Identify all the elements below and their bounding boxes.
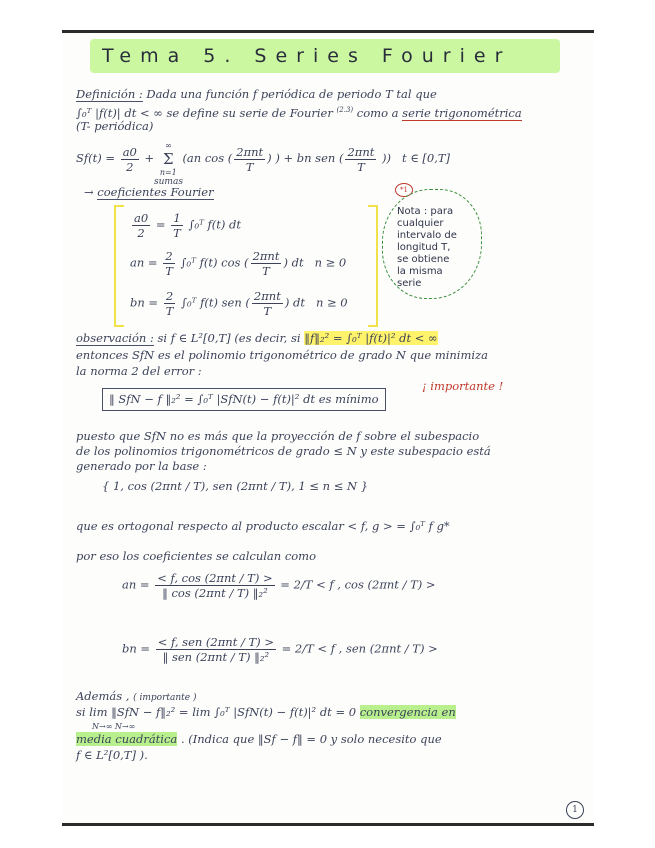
ademas-text-2: . (Indica que ‖Sf − f‖ = 0 y solo necesito que — [180, 732, 442, 746]
series-cos-argument: $\frac{\text{2πnt}}{T}$ — [236, 144, 264, 174]
coefficients-left-bracket — [114, 205, 124, 327]
ademas-limit-subscripts: N→∞ N→∞ — [92, 722, 136, 731]
projection-line-1: puesto que SfN no es más que la proyección de f sobre el subespacio — [76, 429, 480, 443]
ademas-line-2 — [76, 732, 591, 747]
important-note: ¡ importante ! — [422, 379, 504, 393]
definition-sup: (2.3) — [336, 106, 354, 114]
series-body-c: )) — [382, 151, 392, 165]
ademas-line-1 — [76, 705, 591, 720]
definition-text-2: ∫₀ᵀ |f(t)| dt < ∞ se define su serie de Fourier — [76, 105, 333, 120]
coefficients-heading-text: coeficientes Fourier — [97, 185, 214, 199]
series-domain: t ∈ [0,T] — [401, 151, 451, 165]
definition-highlight: serie trigonométrica — [402, 105, 522, 120]
page-title: Tema 5. Series Fourier — [90, 39, 560, 73]
coef-calc-bn: bn = $\frac{\text{< f, sen (2πnt / T) >}}{\text{‖ sen (2πnt / T) ‖₂²}}$ = 2/T < f , sen (2πnt / T) > — [122, 635, 438, 664]
definition-text-2b: como a — [356, 105, 399, 120]
series-sum-symbol: ∞ Σ n=1 — [159, 141, 177, 177]
note-line: serie — [397, 278, 422, 289]
note-line: longitud T, — [397, 242, 451, 253]
coef-a0-formula: $\frac{a0}{2}$ = $\frac{1}{T}$ ∫₀ᵀ f(t) dt — [134, 211, 242, 240]
note-cloud — [382, 189, 482, 299]
note-line: Nota : para — [397, 206, 454, 217]
series-sum-note: sumas — [154, 177, 183, 187]
observation-line-1 — [76, 331, 591, 346]
definition-line-3: (T- periódica) — [76, 119, 154, 133]
note-line: la misma — [397, 266, 443, 277]
projection-basis: { 1, cos (2πnt / T), sen (2πnt / T), 1 ≤ n ≤ N } — [102, 479, 369, 493]
orthogonal-line: que es ortogonal respecto al producto escalar < f, g > = ∫₀ᵀ f g* — [76, 519, 450, 533]
coef-an-formula: an = $\frac{2}{T}$ ∫₀ᵀ f(t) cos ( $\frac{\text{2πnt}}{T}$ ) dt n ≥ 0 — [130, 249, 347, 278]
convergence-highlight-1: convergencia en — [359, 705, 456, 719]
observation-text-1: si f ∈ L²[0,T] (es decir, si — [157, 331, 301, 345]
coefficients-right-bracket — [368, 205, 378, 327]
observation-label: observación : — [76, 331, 154, 345]
coef-calc-line: por eso los coeficientes se calculan como — [76, 549, 317, 563]
series-sen-argument: $\frac{\text{2πnt}}{T}$ — [347, 144, 375, 174]
note-tag: *1 — [395, 183, 413, 197]
definition-line-1 — [76, 87, 586, 102]
note-line: se obtiene — [397, 254, 450, 265]
note-line: cualquier — [397, 218, 444, 229]
minimization-box: ‖ SfN − f ‖₂² = ∫₀ᵀ |SfN(t) − f(t)|² dt es mínimo — [102, 388, 386, 411]
definition-label: Definición : — [76, 87, 143, 101]
fourier-series-formula: Sf(t) = $\frac{a0}{2}$ + ∞ Σ n=1 (an cos ( $\frac{\text{2πnt}}{T}$ ) ) + bn sen ( $\frac{\text{2πnt}}{T}$ )) t ∈ [0,T] sumas — [76, 141, 451, 187]
coef-bn-formula: bn = $\frac{2}{T}$ ∫₀ᵀ f(t) sen ( $\frac{\text{2πnt}}{T}$ ) dt n ≥ 0 — [130, 289, 348, 318]
series-body-b: ) + bn sen — [275, 151, 336, 165]
coefficients-heading: → coeficientes Fourier — [84, 185, 214, 199]
notebook-page — [62, 30, 594, 826]
series-a0-fraction: $\frac{a0}{2}$ — [122, 144, 137, 174]
coef-calc-an: an = $\frac{\text{< f, cos (2πnt / T) >}}{\text{‖ cos (2πnt / T) ‖₂²}}$ = 2/T < f , cos (2πnt / T) > — [122, 571, 436, 600]
projection-line-3: generado por la base : — [76, 459, 207, 473]
series-body-a: (an cos — [182, 151, 225, 165]
observation-line-2: entonces SfN es el polinomio trigonométrico de grado N que minimiza — [76, 348, 488, 362]
ademas-label: Además , — [76, 689, 130, 703]
convergence-highlight-2: media cuadrática — [76, 732, 178, 746]
ademas-label-line — [76, 689, 196, 706]
projection-line-2: de los polinomios trigonométricos de grado ≤ N y este subespacio está — [76, 444, 491, 458]
note-line: intervalo de — [397, 230, 457, 241]
ademas-text-1: si lim ‖SfN − f‖₂² = lim ∫₀ᵀ |SfN(t) − f(t)|² dt = 0 — [76, 705, 357, 719]
page-number: 1 — [566, 801, 584, 819]
ademas-note: ( importante ) — [133, 693, 197, 703]
observation-highlight: ‖f‖₂² = ∫₀ᵀ |f(t)|² dt < ∞ — [304, 331, 438, 345]
series-lhs: Sf(t) = — [76, 151, 116, 165]
ademas-line-3: f ∈ L²[0,T] ). — [76, 748, 148, 762]
observation-line-3: la norma 2 del error : — [76, 364, 202, 378]
definition-text-1: Dada una función f periódica de periodo T tal que — [146, 87, 437, 101]
